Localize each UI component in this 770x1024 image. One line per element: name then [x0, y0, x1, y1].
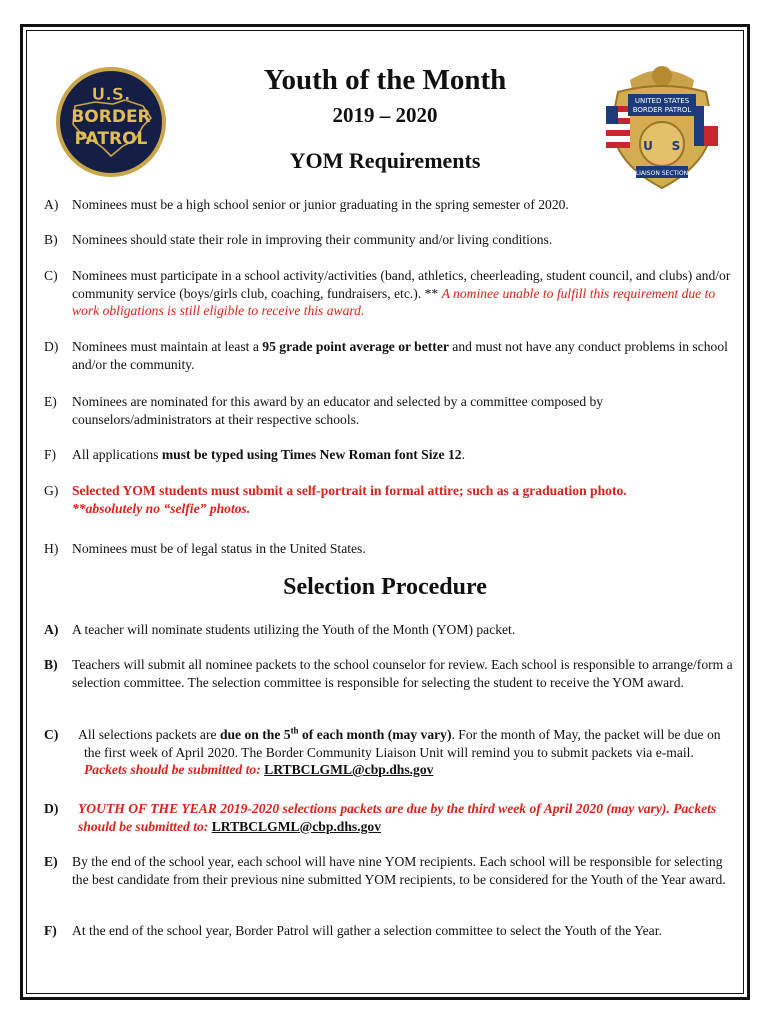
- requirement-f-pre: All applications: [72, 447, 162, 462]
- requirement-g-note: **absolutely no “selfie” photos.: [72, 500, 251, 516]
- requirement-b-label: B): [44, 232, 58, 247]
- selection-d: [44, 800, 734, 835]
- requirement-f-label: F): [44, 447, 57, 462]
- requirement-d-label: D): [44, 339, 59, 354]
- requirement-f-post: .: [461, 447, 465, 462]
- selection-b: [44, 656, 734, 691]
- selection-c-bold1: due on the 5: [219, 727, 291, 742]
- requirement-h-label: H): [44, 541, 59, 556]
- badge-text-united-states: UNITED STATES: [634, 97, 690, 105]
- badge-text-border-patrol: BORDER PATROL: [632, 106, 692, 114]
- selection-d-body: [78, 800, 734, 835]
- requirement-c-body: [72, 267, 734, 320]
- logo-text-patrol: PATROL: [74, 129, 148, 149]
- requirement-h-text: Nominees must be of legal status in the United States.: [72, 541, 366, 556]
- selection-heading: Selection Procedure: [283, 574, 487, 600]
- requirement-d-bold: 95 grade point average or better: [262, 339, 449, 354]
- logo-text-border: BORDER: [71, 107, 151, 127]
- selection-c: [44, 726, 734, 779]
- selection-c-label: C): [44, 727, 59, 742]
- requirement-f-bold: must be typed using Times New Roman font Size 12: [161, 447, 462, 462]
- requirement-d-post: and must not have any conduct problems in school and/or the community.: [72, 339, 728, 372]
- requirement-f-body: [72, 446, 734, 464]
- selection-b-label: B): [44, 657, 58, 672]
- selection-e-label: E): [44, 854, 58, 869]
- requirement-c-text: Nominees must participate in a school activity/activities (band, athletics, cheerleading, student council, and clubs) and/or community service (boys/girls club, coaching, fundraisers, etc.). **: [72, 268, 731, 301]
- requirement-h: [44, 540, 734, 558]
- requirements-heading: YOM Requirements: [289, 148, 481, 173]
- selection-f-text: At the end of the school year, Border Patrol will gather a selection committee to select the Youth of the Year.: [72, 923, 662, 938]
- requirement-e: [44, 393, 734, 428]
- selection-e: [44, 853, 734, 888]
- selection-c-submit-label: Packets should be submitted to:: [84, 762, 261, 777]
- requirement-e-label: E): [44, 394, 57, 409]
- requirement-a-label: A): [44, 197, 59, 212]
- selection-c-bold2: of each month (may vary): [298, 727, 452, 742]
- requirement-e-text: Nominees are nominated for this award by an educator and selected by a committee composed by counselors/administrators at their respective schools.: [72, 394, 604, 427]
- logo-text-us: U.S.: [91, 85, 131, 105]
- selection-c-pre: All selections packets are: [78, 727, 220, 742]
- requirement-c-label: C): [44, 268, 58, 283]
- selection-a: [44, 621, 734, 639]
- selection-f: [44, 922, 734, 940]
- page-title: Youth of the Month: [263, 64, 507, 96]
- requirement-g: [44, 482, 734, 517]
- requirement-g-label: G): [44, 483, 59, 498]
- requirement-c: [44, 267, 734, 320]
- requirement-d-body: [72, 338, 734, 373]
- selection-c-body: [78, 725, 734, 779]
- school-year: 2019 – 2020: [332, 103, 438, 127]
- requirement-g-text: Selected YOM students must submit a self-portrait in formal attire; such as a graduation photo.: [72, 483, 627, 498]
- requirement-b-text: Nominees should state their role in improving their community and/or living conditions.: [72, 232, 553, 247]
- requirement-d-pre: Nominees must maintain at least a: [72, 339, 263, 354]
- selection-c-post: . For the month of May, the packet will be due on the first week of April 2020. The Border Community Liaison Unit will remind you to submit packets via e-mail.: [84, 727, 721, 760]
- requirement-a-text: Nominees must be a high school senior or junior graduating in the spring semester of 2020.: [72, 197, 569, 212]
- badge-text-liaison: LIAISON SECTION: [635, 170, 689, 177]
- requirement-c-note: A nominee unable to fulfill this requirement due to work obligations is still eligible to receive this award.: [72, 285, 716, 318]
- selection-f-label: F): [44, 923, 57, 938]
- badge-text-s: S: [671, 139, 681, 153]
- selection-b-text: Teachers will submit all nominee packets to the school counselor for review. Each school is responsible to arrange/form a selection committee. The selection committee is responsible for selecting the student to receive the YOM award.: [72, 657, 733, 690]
- requirement-b: [44, 231, 734, 249]
- selection-a-text: A teacher will nominate students utilizing the Youth of the Month (YOM) packet.: [72, 622, 516, 637]
- requirement-d: [44, 338, 734, 373]
- selection-d-label: D): [44, 801, 59, 816]
- selection-d-text: YOUTH OF THE YEAR 2019-2020 selections packets are due by the third week of April 2020 (may vary). Packets should be submitted to:: [78, 801, 717, 834]
- selection-e-text: By the end of the school year, each school will have nine YOM recipients. Each school will be responsible for selecting the best candidate from their previous nine submitted YOM recipients, to be considered for the Youth of the Year award.: [72, 854, 726, 887]
- requirement-f: [44, 446, 734, 464]
- requirement-a: [44, 196, 734, 214]
- requirement-g-body: [72, 482, 734, 517]
- selection-d-email-link[interactable]: LRTBCLGML@cbp.dhs.gov: [211, 818, 381, 834]
- selection-c-sup: th: [290, 725, 299, 736]
- selection-a-label: A): [44, 622, 59, 637]
- selection-c-email-link[interactable]: LRTBCLGML@cbp.dhs.gov: [264, 762, 434, 777]
- badge-text-u: U: [643, 139, 653, 153]
